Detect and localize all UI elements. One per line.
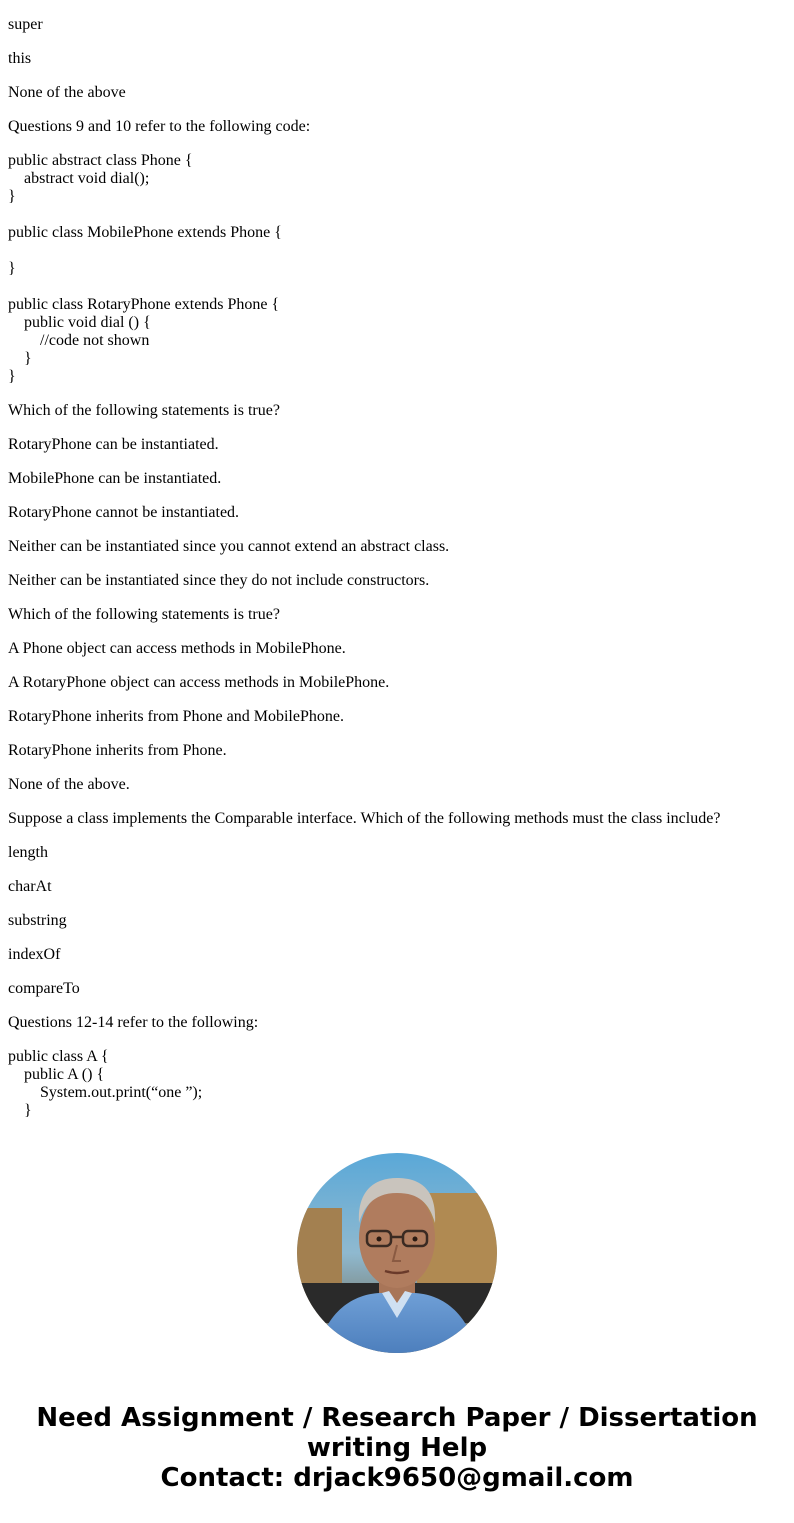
code-line: public abstract class Phone {: [8, 152, 193, 169]
q9-option: Neither can be instantiated since they do not include constructors.: [8, 572, 430, 589]
code-line: //code not shown: [8, 332, 150, 349]
code-line: public class RotaryPhone extends Phone {: [8, 296, 280, 313]
question-10: Which of the following statements is true?: [8, 606, 280, 623]
q10-option: A Phone object can access methods in MobilePhone.: [8, 640, 346, 657]
banner-contact-email[interactable]: Contact: drjack9650@gmail.com: [160, 1463, 634, 1493]
question-11: Suppose a class implements the Comparable interface. Which of the following methods must the class include?: [8, 810, 721, 827]
q9-option: RotaryPhone can be instantiated.: [8, 436, 219, 453]
code-line: public class MobilePhone extends Phone {: [8, 224, 282, 241]
option-this: this: [8, 50, 32, 67]
q9-option: RotaryPhone cannot be instantiated.: [8, 504, 240, 521]
q9-option: MobilePhone can be instantiated.: [8, 470, 222, 487]
code-line: }: [8, 368, 16, 385]
q11-option: indexOf: [8, 946, 61, 963]
code-line: public class A {: [8, 1048, 109, 1065]
code-line: }: [8, 188, 16, 205]
banner-line-1: Need Assignment / Research Paper / Dissertation: [36, 1403, 758, 1433]
question-9: Which of the following statements is true?: [8, 402, 280, 419]
code-line: abstract void dial();: [8, 170, 150, 187]
code-line: public A () {: [8, 1066, 105, 1083]
q11-option: charAt: [8, 878, 52, 895]
option-super: super: [8, 16, 43, 33]
q10-option: RotaryPhone inherits from Phone and MobilePhone.: [8, 708, 344, 725]
banner-line-2: writing Help: [306, 1433, 488, 1463]
code-line: public void dial () {: [8, 314, 151, 331]
q11-option: length: [8, 844, 48, 861]
q10-option: RotaryPhone inherits from Phone.: [8, 742, 227, 759]
code-line: }: [8, 350, 32, 367]
q10-option: None of the above.: [8, 776, 130, 793]
option-none-of-the-above: None of the above: [8, 84, 126, 101]
code-line: System.out.print(“one ”);: [8, 1084, 203, 1101]
author-avatar: [297, 1153, 497, 1353]
questions-9-10-intro: Questions 9 and 10 refer to the following code:: [8, 118, 311, 135]
contact-banner: [0, 1403, 794, 1493]
q9-option: Neither can be instantiated since you cannot extend an abstract class.: [8, 538, 450, 555]
code-line: }: [8, 1102, 32, 1119]
code-line: }: [8, 260, 16, 277]
q10-option: A RotaryPhone object can access methods in MobilePhone.: [8, 674, 390, 691]
questions-12-14-intro: Questions 12-14 refer to the following:: [8, 1014, 259, 1031]
q11-option: substring: [8, 912, 67, 929]
person-photo-icon: [297, 1153, 497, 1353]
q11-option: compareTo: [8, 980, 80, 997]
